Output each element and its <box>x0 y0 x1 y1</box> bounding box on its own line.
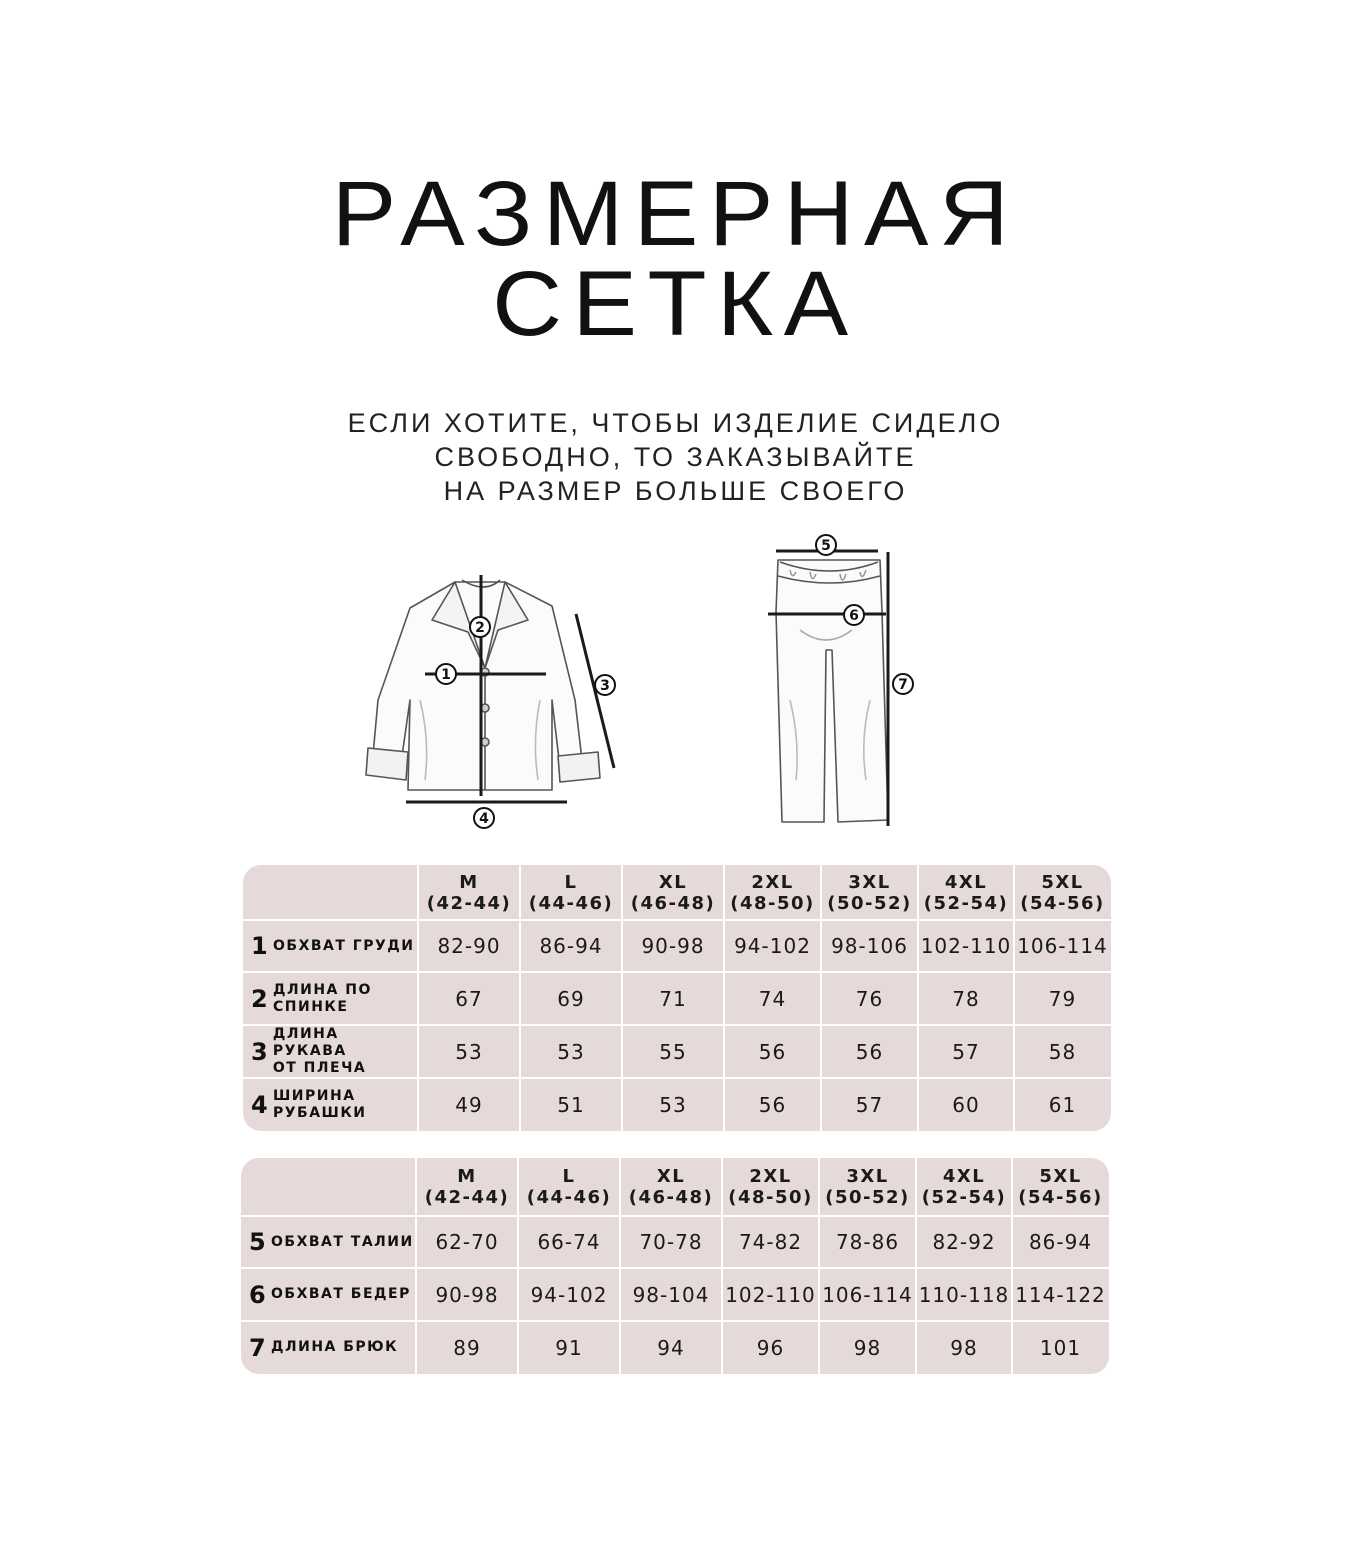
pants-column-divider <box>915 1158 917 1374</box>
size-range: (52-54) <box>923 892 1009 914</box>
shirt-value-cell: 79 <box>1048 986 1077 1011</box>
row-label-line-1: ШИРИНА <box>273 1087 356 1104</box>
shirt-value-cell: 94-102 <box>734 934 811 958</box>
shirt-row-label <box>243 920 418 972</box>
shirt-value-cell: 76 <box>855 986 884 1011</box>
row-number: 4 <box>251 1090 268 1119</box>
pants-value-cell: 102-110 <box>725 1282 816 1307</box>
shirt-value-cell: 71 <box>659 986 687 1011</box>
row-number: 3 <box>251 1037 268 1066</box>
pants-value-cell: 110-118 <box>918 1282 1010 1307</box>
size-range: (50-52) <box>827 892 912 914</box>
shirt-value-cell: 58 <box>1048 1039 1077 1064</box>
pants-header-cell <box>722 1158 819 1216</box>
shirt-row-divider <box>243 919 1111 921</box>
pants-row-divider <box>241 1267 1109 1269</box>
size-range: (54-56) <box>1020 892 1105 914</box>
row-label-text <box>271 1234 414 1251</box>
pants-value-cell: 96 <box>756 1335 785 1360</box>
pants-value-cell: 91 <box>555 1335 583 1360</box>
row-label-text <box>273 938 414 955</box>
shirt-value-cell: 51 <box>557 1092 585 1117</box>
shirt-header-cell <box>918 865 1014 920</box>
shirt-value-cell: 67 <box>455 986 483 1011</box>
shirt-value-cell: 57 <box>952 1039 980 1064</box>
pants-column-divider <box>818 1158 820 1374</box>
pants-row-divider <box>241 1215 1109 1217</box>
shirt-value-cell: 53 <box>455 1039 483 1064</box>
shirt-row-label <box>243 1078 418 1131</box>
svg-text:2: 2 <box>475 620 485 636</box>
size-name: L <box>564 871 578 893</box>
pants-value-cell: 82-92 <box>932 1230 996 1254</box>
pants-value-cell: 94 <box>657 1335 685 1360</box>
shirt-value-cell: 102-110 <box>920 934 1012 958</box>
size-range: (46-48) <box>630 892 716 914</box>
shirt-row-divider <box>243 1077 1111 1079</box>
pants-value-cell: 94-102 <box>530 1282 608 1307</box>
size-range: (48-50) <box>728 1187 813 1208</box>
shirt-illustration <box>366 580 600 790</box>
pants-row-label <box>241 1268 416 1321</box>
subtitle-line-3: НА РАЗМЕР БОЛЬШЕ СВОЕГО <box>443 476 908 506</box>
pants-value-cell: 89 <box>453 1335 481 1360</box>
row-label-text <box>273 1026 418 1077</box>
shirt-column-divider <box>417 865 419 1131</box>
pants-value-cell: 78-86 <box>835 1230 900 1254</box>
pants-value-cell: 74-82 <box>738 1230 803 1254</box>
row-label-text <box>273 1088 367 1122</box>
shirt-value-cell: 56 <box>855 1039 884 1064</box>
shirt-header-cell <box>821 865 918 920</box>
row-number: 7 <box>249 1333 266 1362</box>
shirt-column-divider <box>519 865 521 1131</box>
row-label-text <box>271 1339 398 1356</box>
row-label-text <box>271 1286 411 1303</box>
shirt-value-cell: 86-94 <box>539 934 603 958</box>
pants-value-cell: 70-78 <box>639 1230 703 1254</box>
size-range: (44-46) <box>526 1187 612 1208</box>
shirt-value-cell: 78 <box>952 986 980 1011</box>
size-name: 4XL <box>944 871 988 893</box>
marker-2-icon <box>470 617 490 637</box>
shirt-header-cell <box>418 865 520 920</box>
shirt-column-divider <box>820 865 822 1131</box>
row-label-line-1: ДЛИНА ПО <box>273 981 372 998</box>
svg-text:3: 3 <box>600 678 610 694</box>
row-label-line-2: РУБАШКИ <box>273 1104 367 1121</box>
size-range: (44-46) <box>528 892 614 914</box>
svg-text:5: 5 <box>821 538 831 554</box>
pants-value-cell: 106-114 <box>822 1282 913 1307</box>
pants-size-table <box>241 1158 1109 1374</box>
shirt-header-cell <box>622 865 724 920</box>
size-range: (42-44) <box>426 892 512 914</box>
pants-header-cell <box>620 1158 722 1216</box>
size-name: 5XL <box>1039 1166 1082 1187</box>
shirt-value-cell: 53 <box>659 1092 687 1117</box>
row-label-line-1: ДЛИНА РУКАВА <box>272 1026 347 1059</box>
marker-3-icon <box>595 675 615 695</box>
size-name: 2XL <box>749 1166 792 1187</box>
shirt-value-cell: 106-114 <box>1017 934 1108 958</box>
row-label-line-1: ОБХВАТ ГРУДИ <box>273 937 415 954</box>
page-title-line-1: РАЗМЕРНАЯ <box>331 163 1020 265</box>
shirt-column-divider <box>621 865 623 1131</box>
shirt-value-cell: 82-90 <box>437 934 501 958</box>
marker-4-icon <box>474 808 494 828</box>
shirt-value-cell: 57 <box>855 1092 884 1117</box>
shirt-value-cell: 74 <box>758 986 787 1011</box>
marker-5-icon <box>816 535 836 555</box>
row-label-line-2: СПИНКЕ <box>273 998 349 1015</box>
size-name: M <box>457 1166 477 1187</box>
size-name: XL <box>658 871 688 893</box>
pants-illustration <box>776 560 888 822</box>
size-name: 3XL <box>846 1166 889 1187</box>
size-name: XL <box>656 1166 686 1187</box>
pants-value-cell: 62-70 <box>435 1230 499 1254</box>
row-label-line-1: ОБХВАТ БЕДЕР <box>271 1286 411 1302</box>
pants-header-cell <box>1012 1158 1109 1216</box>
shirt-value-cell: 60 <box>952 1092 980 1117</box>
row-number: 6 <box>249 1280 266 1309</box>
shirt-value-cell: 90-98 <box>641 934 705 958</box>
shirt-value-cell: 53 <box>557 1039 585 1064</box>
shirt-row-divider <box>243 1024 1111 1026</box>
svg-text:6: 6 <box>849 608 859 624</box>
pants-row-label <box>241 1216 416 1268</box>
pants-row-label <box>241 1321 416 1374</box>
shirt-header-cell <box>1014 865 1111 920</box>
page-title-line-2: СЕТКА <box>492 253 859 355</box>
shirt-header-cell <box>520 865 622 920</box>
pants-column-divider <box>517 1158 519 1374</box>
pants-column-divider <box>619 1158 621 1374</box>
shirt-column-divider <box>917 865 919 1131</box>
svg-text:7: 7 <box>898 677 908 693</box>
marker-6-icon <box>844 605 864 625</box>
row-number: 2 <box>251 984 268 1013</box>
pants-column-divider <box>721 1158 723 1374</box>
shirt-row-label <box>243 972 418 1025</box>
pants-row-divider <box>241 1320 1109 1322</box>
pants-header-cell <box>416 1158 518 1216</box>
marker-1-icon <box>436 664 456 684</box>
shirt-value-cell: 56 <box>758 1039 787 1064</box>
size-range: (52-54) <box>921 1187 1007 1208</box>
row-label-line-2: ОТ ПЛЕЧА <box>272 1060 367 1076</box>
subtitle-line-1: ЕСЛИ ХОТИТЕ, ЧТОБЫ ИЗДЕЛИЕ СИДЕЛО <box>347 408 1004 438</box>
row-label-line-1: ОБХВАТ ТАЛИИ <box>271 1233 414 1250</box>
size-name: M <box>459 871 479 893</box>
shirt-value-cell: 55 <box>659 1039 687 1064</box>
pants-value-cell: 98 <box>950 1335 978 1360</box>
shirt-column-divider <box>723 865 725 1131</box>
pants-column-divider <box>1011 1158 1013 1374</box>
pants-value-cell: 101 <box>1039 1335 1082 1360</box>
size-range: (48-50) <box>730 892 815 914</box>
shirt-value-cell: 49 <box>455 1092 483 1117</box>
pants-header-cell <box>819 1158 916 1216</box>
subtitle-line-2: СВОБОДНО, ТО ЗАКАЗЫВАЙТЕ <box>434 442 917 472</box>
size-range: (46-48) <box>628 1187 714 1208</box>
size-name: L <box>562 1166 576 1187</box>
size-range: (50-52) <box>825 1187 910 1208</box>
shirt-value-cell: 61 <box>1048 1092 1077 1117</box>
shirt-size-table <box>243 865 1111 1131</box>
size-name: 2XL <box>751 871 794 893</box>
row-label-text <box>273 982 372 1016</box>
size-range: (54-56) <box>1018 1187 1103 1208</box>
pants-value-cell: 114-122 <box>1015 1282 1106 1307</box>
row-label-line-1: ДЛИНА БРЮК <box>271 1339 399 1355</box>
shirt-header-cell <box>724 865 821 920</box>
shirt-value-cell: 98-106 <box>831 934 908 958</box>
shirt-column-divider <box>1013 865 1015 1131</box>
row-number: 1 <box>251 932 268 960</box>
size-name: 3XL <box>848 871 891 893</box>
pants-value-cell: 90-98 <box>435 1282 499 1307</box>
row-number: 5 <box>249 1228 266 1256</box>
pants-value-cell: 98-104 <box>632 1282 710 1307</box>
svg-text:4: 4 <box>479 811 489 827</box>
svg-text:1: 1 <box>441 667 451 683</box>
marker-7-icon <box>893 674 913 694</box>
size-name: 4XL <box>942 1166 986 1187</box>
pants-header-cell <box>916 1158 1012 1216</box>
pants-value-cell: 98 <box>853 1335 882 1360</box>
shirt-row-label <box>243 1025 418 1078</box>
pants-column-divider <box>415 1158 417 1374</box>
shirt-value-cell: 69 <box>557 986 585 1011</box>
shirt-value-cell: 56 <box>758 1092 787 1117</box>
pants-header-cell <box>518 1158 620 1216</box>
size-range: (42-44) <box>424 1187 510 1208</box>
pants-value-cell: 66-74 <box>537 1230 601 1254</box>
pants-value-cell: 86-94 <box>1028 1230 1093 1254</box>
size-name: 5XL <box>1041 871 1084 893</box>
shirt-row-divider <box>243 971 1111 973</box>
